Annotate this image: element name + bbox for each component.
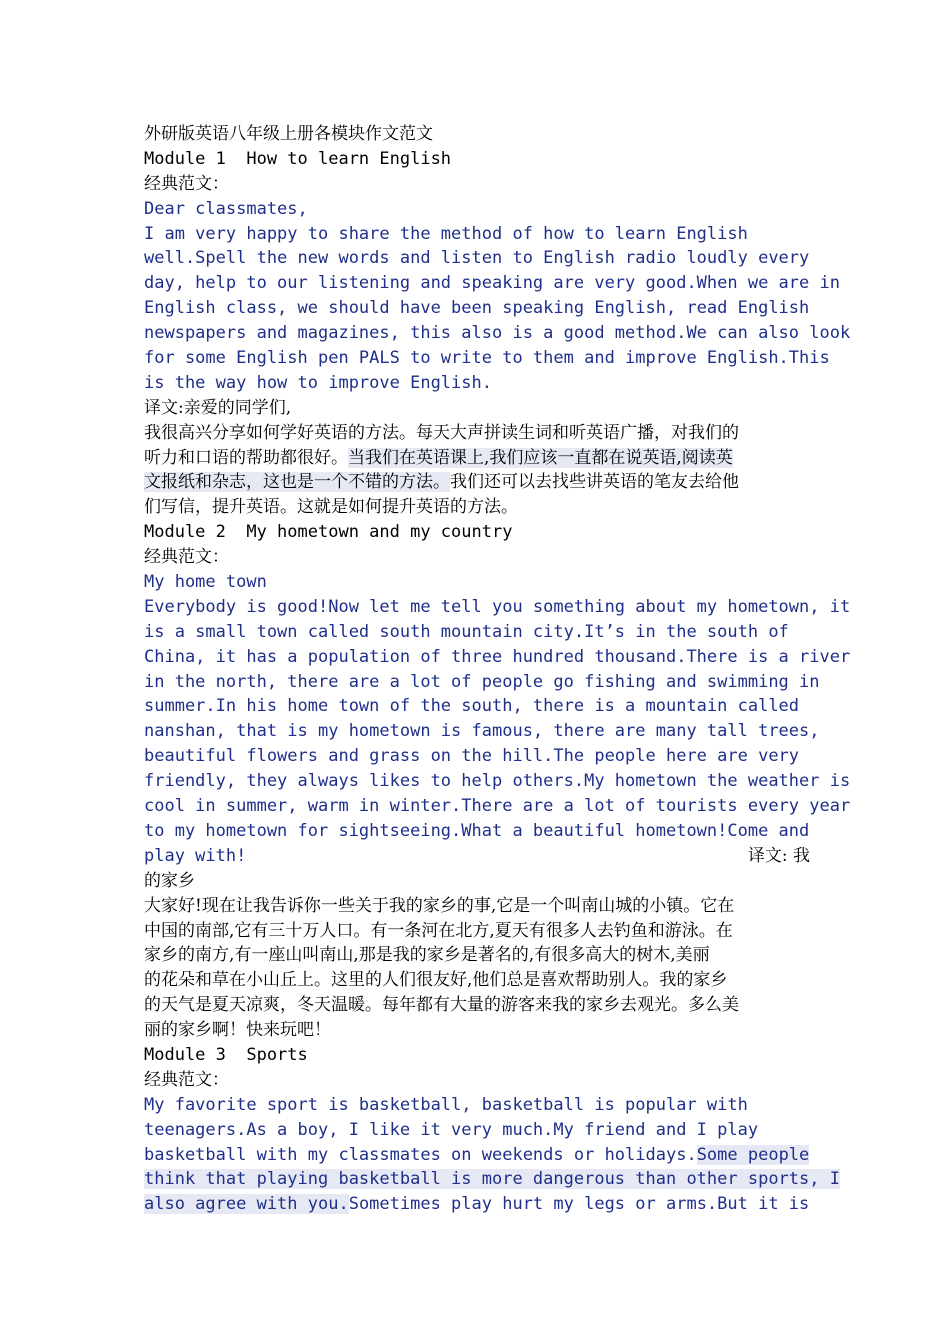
module2-line: cool in summer, warm in winter.There are a lot of tourists every year [144, 796, 851, 817]
module1-line: for some English pen PALS to write to them and improve English.This [144, 348, 830, 369]
module1-line: day, help to our listening and speaking are very good.When we are in [144, 273, 840, 294]
module1-translation-line [144, 470, 810, 495]
module3-line: teenagers.As a boy, I like it very much.My friend and I play [144, 1119, 759, 1140]
module1-line: I am very happy to share the method of how to learn English [144, 223, 748, 244]
module1-heading: Module 1 How to learn English [144, 148, 452, 169]
module2-last-line: play with! [144, 845, 247, 866]
module1-label: 经典范文： [144, 173, 229, 194]
module2-line: China, it has a population of three hundred thousand.There is a river [144, 646, 851, 667]
module1-translation-line: 我很高兴分享如何学好英语的方法。每天大声拼读生词和听英语广播，对我们的 [144, 422, 739, 443]
module2-line [144, 844, 810, 869]
translation-segment: 听力和口语的帮助都很好。 [144, 447, 348, 468]
module3-line [144, 1167, 840, 1192]
text-segment: basketball with my classmates on weekends or holidays. [144, 1144, 697, 1165]
module1-line: well.Spell the new words and listen to English radio loudly every [144, 248, 810, 269]
text-segment: Sometimes play hurt my legs or arms.But it is [348, 1194, 810, 1215]
module1-line: Dear classmates, [144, 198, 308, 219]
highlighted-segment: think that playing basketball is more dangerous than other sports, I [144, 1169, 840, 1190]
module1-translation-line [144, 446, 810, 471]
module1-translation-line: 们写信，提升英语。这就是如何提升英语的方法。 [144, 497, 518, 518]
module2-heading: Module 2 My hometown and my country [144, 522, 513, 543]
highlighted-segment: 当我们在英语课上,我们应该一直都在说英语,阅读英 [348, 447, 733, 468]
module1-translation-label: 译文:亲爱的同学们, [144, 397, 292, 418]
module2-translation-line: 大家好!现在让我告诉你一些关于我的家乡的事,它是一个叫南山城的小镇。它在 [144, 895, 735, 916]
module1-line: is the way how to improve English. [144, 372, 492, 393]
module2-translation-line: 的天气是夏天凉爽，冬天温暖。每年都有大量的游客来我的家乡去观光。多么美 [144, 995, 739, 1016]
module2-label: 经典范文： [144, 547, 229, 568]
module3-heading: Module 3 Sports [144, 1044, 308, 1065]
module2-line: My home town [144, 572, 267, 593]
highlighted-segment: 文报纸和杂志，这也是一个不错的方法。 [144, 472, 450, 493]
module2-line: summer.In his home town of the south, there is a mountain called [144, 696, 800, 717]
module2-translation-line: 的花朵和草在小山丘上。这里的人们很友好,他们总是喜欢帮助别人。我的家乡 [144, 970, 728, 991]
module3-line [144, 1192, 810, 1217]
module2-translation-line: 家乡的南方,有一座山叫南山,那是我的家乡是著名的,有很多高大的树木,美丽 [144, 945, 710, 966]
module2-line: friendly, they always likes to help others.My hometown the weather is [144, 771, 851, 792]
translation-segment: 我们还可以去找些讲英语的笔友去给他 [450, 472, 739, 493]
module2-translation-label-cont: 的家乡 [144, 870, 195, 891]
module2-translation-line: 丽的家乡啊！快来玩吧！ [144, 1020, 331, 1041]
module2-line: is a small town called south mountain city.It’s in the south of [144, 621, 789, 642]
highlighted-segment: also agree with you. [144, 1194, 349, 1215]
module2-line: to my hometown for sightseeing.What a beautiful hometown!Come and [144, 820, 810, 841]
module3-line [144, 1143, 810, 1168]
highlighted-segment: Some people [696, 1144, 810, 1165]
module2-line: beautiful flowers and grass on the hill.The people here are very [144, 746, 800, 767]
module1-line: newspapers and magazines, this also is a good method.We can also look [144, 323, 851, 344]
module2-line: Everybody is good!Now let me tell you something about my hometown, it [144, 596, 851, 617]
module2-line: in the north, there are a lot of people go fishing and swimming in [144, 671, 820, 692]
module2-line: nanshan, that is my hometown is famous, there are many tall trees, [144, 721, 820, 742]
module2-translation-line: 中国的南部,它有三十万人口。有一条河在北方,夏天有很多人去钓鱼和游泳。在 [144, 920, 733, 941]
document-page [144, 122, 851, 1217]
document-title: 外研版英语八年级上册各模块作文范文 [144, 124, 433, 144]
module2-translation-label: 译文: 我 [747, 845, 810, 866]
module3-label: 经典范文： [144, 1069, 229, 1090]
module3-line: My favorite sport is basketball, basketball is popular with [144, 1094, 748, 1115]
module1-line: English class, we should have been speaking English, read English [144, 298, 810, 319]
